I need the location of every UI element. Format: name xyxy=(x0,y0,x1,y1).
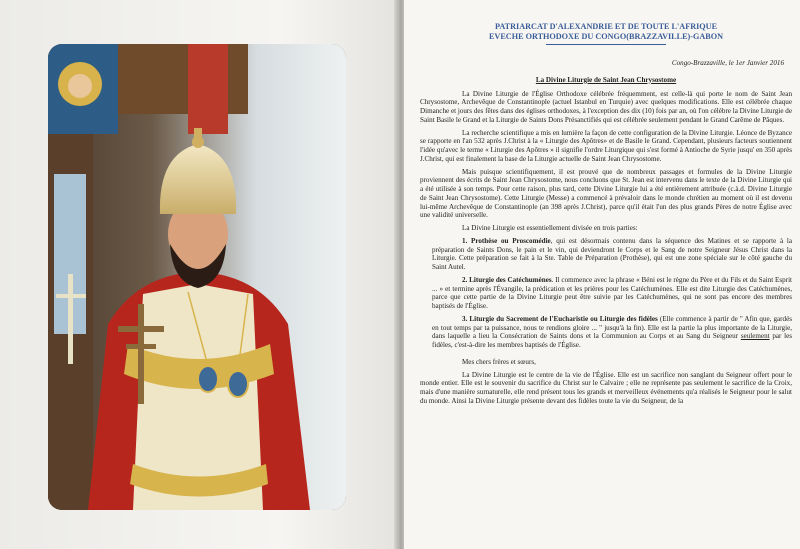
letterhead-line-1: PATRIARCAT D'ALEXANDRIE ET DE TOUTE L'AFRIQUE xyxy=(494,22,718,31)
greeting: Mes chers frères et sœurs, xyxy=(462,357,536,366)
bishop-portrait-image xyxy=(48,44,346,510)
list-item-1 xyxy=(420,237,792,272)
letter-document xyxy=(420,0,792,410)
list-item-3-label: 3. Liturgie du Sacrement de l'Eucharistie ou Liturgie des fidèles xyxy=(462,314,658,323)
list-item-1-label: 1. Prothèse ou Proscomédie xyxy=(462,236,551,245)
list-item-2-text: . Il commence avec la phrase « Béni est le règne du Père et du Fils et du Saint Esprit ... » et termine après l'Évangile, la prédication et les prières pour les Catéchumènes. Elle est dite Liturgie des Catéchumènes, parce que cette partie de la Divine Liturgie peut être suivie par les Catéchumènes, qui ne sont pas encore des membres baptisés de l'Église. xyxy=(432,275,793,310)
list-item-1-text: , qui est désormais contenu dans la séquence des Matines et se rapporte à la préparation de Saints Dons, le pain et le vin, qui deviendront le Corps et le Sang de notre Seigneur Jésus Christ dans la Liturgie. Cette préparation se fait à la Ste. Table de Préparation (Prothèse), qui est une zone spéciale sur le côté gauche du Saint Autel. xyxy=(432,236,792,271)
place-date: Congo-Brazzaville, le 1er Janvier 2016 xyxy=(671,59,784,67)
list-item-3-text-a: (Elle commence à partir de " Afin que, gardés en tout temps par ta puissance, nous te rendions gloire ... " jusqu'à la fin). Elle est la partie la plus importante de la Liturgie, dans laquelle a lieu la Consécration de Saints dons et la Communion au Corps et au Sang du Seigneur xyxy=(432,314,792,341)
letterhead-rule xyxy=(546,44,666,45)
paragraph-1: La Divine Liturgie de l'Église Orthodoxe célébrée fréquemment, est celle-là qui porte le nom de Saint Jean Chrysostome, Archevêque de Constantinople (actuel Istanbul en Turquie) avec quelques modifications. Elle est célébrée chaque Dimanche et jours des fêtes dans des églises orthodoxes, à l'exception des dix (10) fois par an, où l'on célèbre la Divine Liturgie de Saint Basile le Grand et la Liturgie de Saints Dons Présanctifiés qui est célébrée seulement pendant le Grand Carême de Pâques. xyxy=(420,89,792,124)
paragraph-5: La Divine Liturgie est le centre de la vie de l'Église. Elle est un sacrifice non sanglant du Seigneur offert pour le monde entier. Elle est le souvenir du sacrifice du Christ sur le Calvaire ; elle ne représente pas seulement le sacrifice de la Croix, mais d'une manière surnaturelle, elle rend présent tous les grands et merveilleux événements qu'a réalisés le Seigneur pour le salut du monde. Ainsi la Divine Liturgie présente devant des fidèles toute la vie du Seigneur, de la xyxy=(420,370,792,405)
list-item-2 xyxy=(420,276,792,311)
paragraph-3: Mais puisque scientifiquement, il est prouvé que de nombreux passages et formules de la Divine Liturgie proviennent des écrits de Saint Jean Chrysostome, nous concluons que St. Jean est intervenu dans le texte de la Divine Liturgie qui a été utilisée à son temps. Pour cette raison, plus tard, cette Divine Liturgie lui a été entièrement attribuée (c.à.d. Divine Liturgie de Saint Jean Chrysostome). Cette Liturgie (Messe) a commencé à prévaloir dans le monde chrétien au moment où il est devenu lui-même Archevêque de Constantinople (an 398 après J.Christ), parce qu'il était l'un des plus grands Pères de notre Église avec une validité universelle. xyxy=(420,167,792,220)
letterhead xyxy=(420,22,792,42)
list-item-3 xyxy=(420,315,792,350)
list-item-3-underlined: seulement xyxy=(740,332,770,341)
list-item-2-label: 2. Liturgie des Catéchumènes xyxy=(462,275,552,284)
paragraph-2: La recherche scientifique a mis en lumière la façon de cette configuration de la Divine Liturgie. Léonce de Byzance se rapporte en l'an 532 après J.Christ à la « Liturgie des Apôtres» et de Basile le Grand. Cependant, plusieurs facteurs soutiennent l'idée qu'avec le terme « Liturgie des Apôtres » il signifie l'ordre Liturgique qui s'est formé à Antioche de Syrie jusqu' en 350 après J.Christ, qui est finalement la base de la Liturgie actuelle de Saint Jean Chrysostome. xyxy=(420,128,792,163)
document-title: La Divine Liturgie de Saint Jean Chrysostome xyxy=(535,75,677,84)
right-page xyxy=(404,0,800,549)
letterhead-line-2: EVECHE ORTHODOXE DU CONGO(BRAZZAVILLE)-GABON xyxy=(488,32,724,41)
portrait-illustration xyxy=(48,44,346,510)
list-item-3-text-b: par les fidèles, c'est-à-dire les membres baptisés de l'Église. xyxy=(432,332,792,349)
paragraph-4: La Divine Liturgie est essentiellement divisée en trois parties: xyxy=(462,224,638,232)
